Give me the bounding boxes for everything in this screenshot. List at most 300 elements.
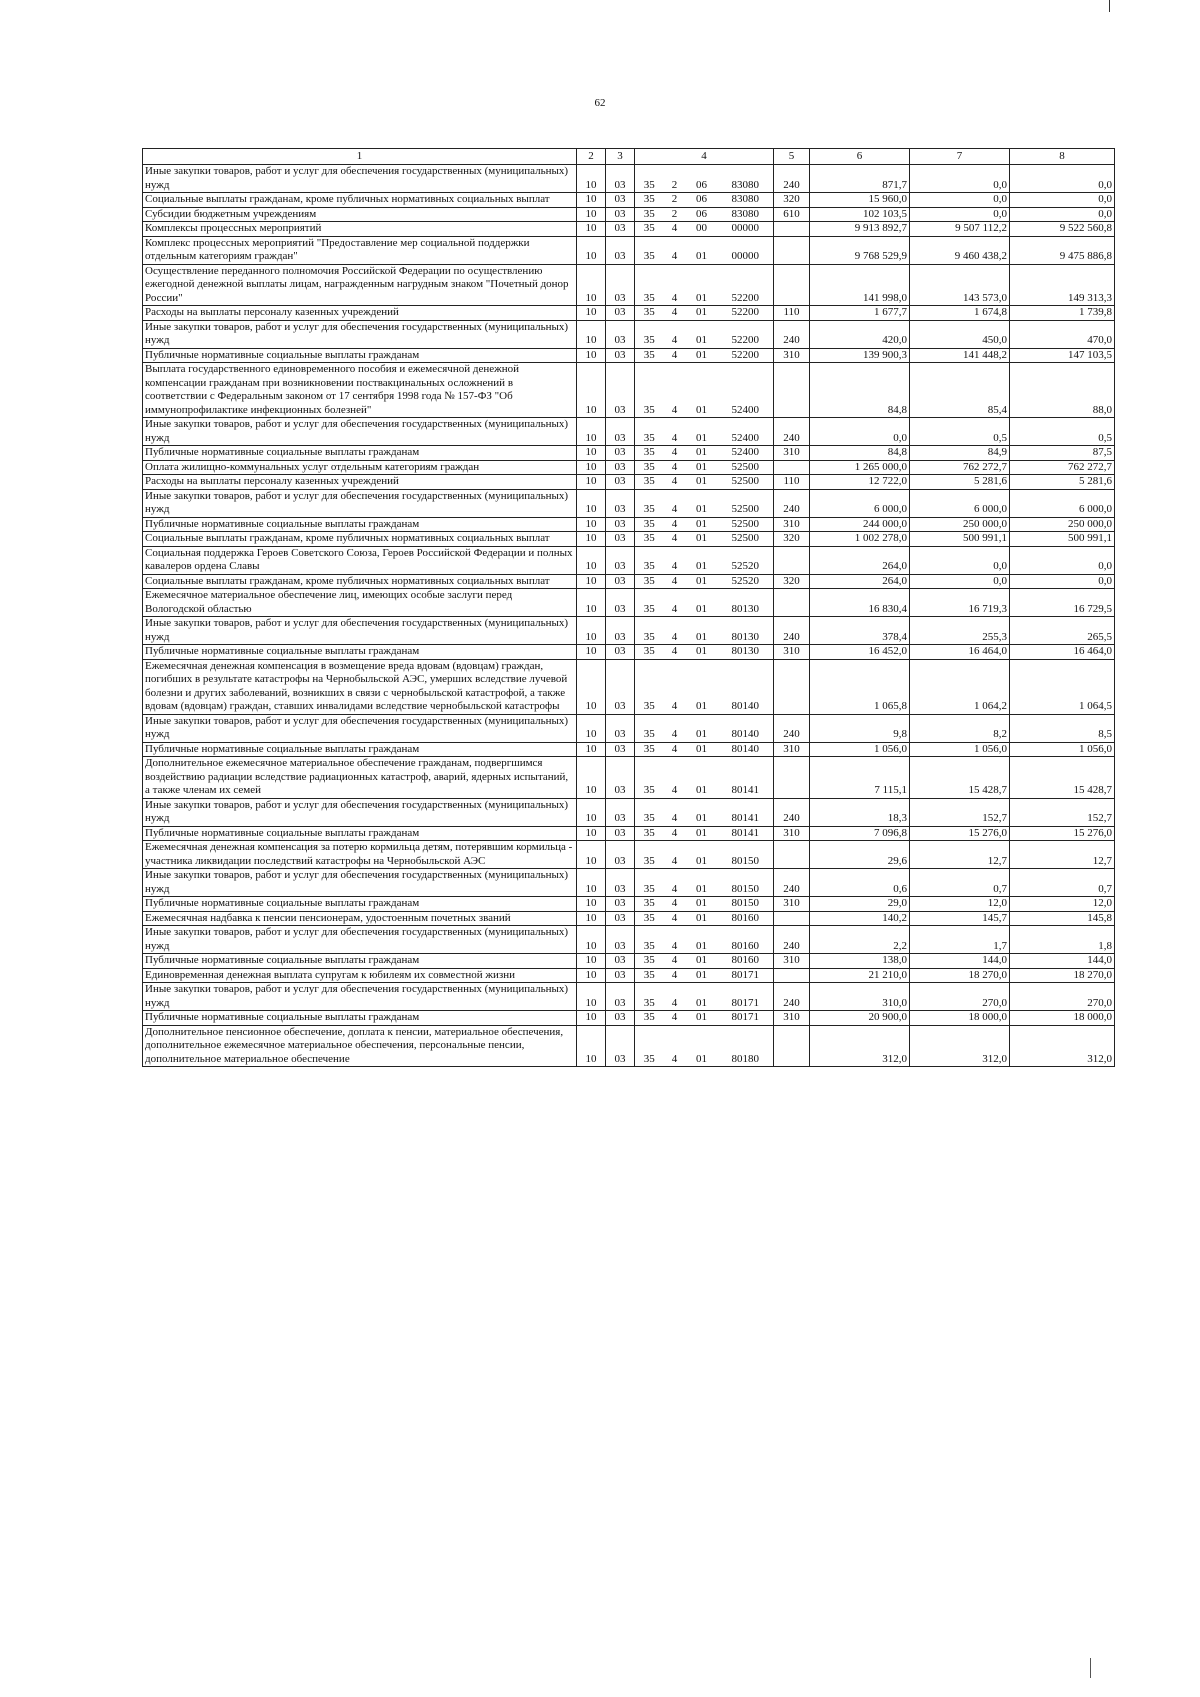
program-type-code: 4 bbox=[664, 236, 686, 264]
table-row bbox=[143, 418, 1115, 446]
amount-year-2: 1,7 bbox=[910, 926, 1010, 954]
section-code: 10 bbox=[577, 348, 606, 363]
subsection-code: 03 bbox=[606, 222, 635, 237]
row-name: Оплата жилищно-коммунальных услуг отдельным категориям граждан bbox=[143, 460, 577, 475]
amount-year-3: 1 064,5 bbox=[1010, 659, 1115, 714]
subsection-code: 03 bbox=[606, 193, 635, 208]
program-code: 35 bbox=[635, 306, 664, 321]
column-header-8: 8 bbox=[1010, 149, 1115, 165]
expense-direction-code: 83080 bbox=[718, 207, 774, 222]
expense-type-code bbox=[774, 968, 810, 983]
section-code: 10 bbox=[577, 757, 606, 799]
subsection-code: 03 bbox=[606, 659, 635, 714]
amount-year-3: 0,0 bbox=[1010, 546, 1115, 574]
expense-direction-code: 52200 bbox=[718, 264, 774, 306]
amount-year-1: 141 998,0 bbox=[810, 264, 910, 306]
activity-code: 01 bbox=[686, 798, 718, 826]
expense-type-code: 320 bbox=[774, 574, 810, 589]
table-row bbox=[143, 264, 1115, 306]
amount-year-3: 149 313,3 bbox=[1010, 264, 1115, 306]
amount-year-2: 18 000,0 bbox=[910, 1011, 1010, 1026]
amount-year-2: 143 573,0 bbox=[910, 264, 1010, 306]
amount-year-2: 0,0 bbox=[910, 207, 1010, 222]
column-header-5: 5 bbox=[774, 149, 810, 165]
section-code: 10 bbox=[577, 742, 606, 757]
expense-type-code: 240 bbox=[774, 714, 810, 742]
table-row bbox=[143, 826, 1115, 841]
program-type-code: 4 bbox=[664, 306, 686, 321]
row-name: Дополнительное пенсионное обеспечение, доплата к пенсии, материальное обеспечения, дополнительное ежемесячное материальное обеспечения, персональные пенсии, дополнительное материальное обеспечение bbox=[143, 1025, 577, 1067]
activity-code: 01 bbox=[686, 236, 718, 264]
program-code: 35 bbox=[635, 1025, 664, 1067]
amount-year-2: 8,2 bbox=[910, 714, 1010, 742]
program-code: 35 bbox=[635, 826, 664, 841]
program-type-code: 4 bbox=[664, 532, 686, 547]
amount-year-3: 9 475 886,8 bbox=[1010, 236, 1115, 264]
subsection-code: 03 bbox=[606, 1025, 635, 1067]
amount-year-3: 0,0 bbox=[1010, 193, 1115, 208]
table-row bbox=[143, 617, 1115, 645]
expense-direction-code: 80140 bbox=[718, 659, 774, 714]
expense-direction-code: 52520 bbox=[718, 546, 774, 574]
amount-year-2: 762 272,7 bbox=[910, 460, 1010, 475]
section-code: 10 bbox=[577, 841, 606, 869]
row-name: Иные закупки товаров, работ и услуг для обеспечения государственных (муниципальных) нужд bbox=[143, 926, 577, 954]
expense-type-code: 240 bbox=[774, 418, 810, 446]
subsection-code: 03 bbox=[606, 617, 635, 645]
amount-year-2: 152,7 bbox=[910, 798, 1010, 826]
row-name: Социальные выплаты гражданам, кроме публичных нормативных социальных выплат bbox=[143, 532, 577, 547]
expense-type-code: 240 bbox=[774, 165, 810, 193]
program-type-code: 4 bbox=[664, 968, 686, 983]
section-code: 10 bbox=[577, 926, 606, 954]
subsection-code: 03 bbox=[606, 264, 635, 306]
table-row bbox=[143, 306, 1115, 321]
program-type-code: 4 bbox=[664, 954, 686, 969]
expense-type-code bbox=[774, 222, 810, 237]
amount-year-3: 0,0 bbox=[1010, 165, 1115, 193]
section-code: 10 bbox=[577, 446, 606, 461]
activity-code: 01 bbox=[686, 446, 718, 461]
program-code: 35 bbox=[635, 798, 664, 826]
program-type-code: 4 bbox=[664, 363, 686, 418]
amount-year-2: 12,0 bbox=[910, 897, 1010, 912]
table-row bbox=[143, 968, 1115, 983]
table-row bbox=[143, 446, 1115, 461]
program-type-code: 4 bbox=[664, 460, 686, 475]
amount-year-1: 84,8 bbox=[810, 446, 910, 461]
table-row bbox=[143, 236, 1115, 264]
amount-year-3: 0,5 bbox=[1010, 418, 1115, 446]
amount-year-2: 6 000,0 bbox=[910, 489, 1010, 517]
table-row bbox=[143, 532, 1115, 547]
program-type-code: 2 bbox=[664, 207, 686, 222]
program-type-code: 4 bbox=[664, 1011, 686, 1026]
activity-code: 01 bbox=[686, 742, 718, 757]
row-name: Публичные нормативные социальные выплаты гражданам bbox=[143, 954, 577, 969]
subsection-code: 03 bbox=[606, 320, 635, 348]
amount-year-3: 12,7 bbox=[1010, 841, 1115, 869]
expense-type-code: 110 bbox=[774, 475, 810, 490]
section-code: 10 bbox=[577, 489, 606, 517]
expense-direction-code: 52200 bbox=[718, 348, 774, 363]
amount-year-3: 15 428,7 bbox=[1010, 757, 1115, 799]
subsection-code: 03 bbox=[606, 869, 635, 897]
amount-year-2: 500 991,1 bbox=[910, 532, 1010, 547]
program-type-code: 4 bbox=[664, 475, 686, 490]
expense-type-code: 610 bbox=[774, 207, 810, 222]
amount-year-2: 312,0 bbox=[910, 1025, 1010, 1067]
row-name: Иные закупки товаров, работ и услуг для обеспечения государственных (муниципальных) нужд bbox=[143, 869, 577, 897]
row-name: Публичные нормативные социальные выплаты гражданам bbox=[143, 517, 577, 532]
expense-direction-code: 52400 bbox=[718, 418, 774, 446]
expense-direction-code: 83080 bbox=[718, 165, 774, 193]
expense-type-code: 240 bbox=[774, 869, 810, 897]
subsection-code: 03 bbox=[606, 489, 635, 517]
program-code: 35 bbox=[635, 418, 664, 446]
expense-direction-code: 80160 bbox=[718, 926, 774, 954]
row-name: Комплекс процессных мероприятий "Предоставление мер социальной поддержки отдельным категориям граждан" bbox=[143, 236, 577, 264]
activity-code: 01 bbox=[686, 306, 718, 321]
program-type-code: 4 bbox=[664, 589, 686, 617]
subsection-code: 03 bbox=[606, 207, 635, 222]
subsection-code: 03 bbox=[606, 798, 635, 826]
row-name: Комплексы процессных мероприятий bbox=[143, 222, 577, 237]
program-type-code: 4 bbox=[664, 320, 686, 348]
activity-code: 01 bbox=[686, 869, 718, 897]
table-row bbox=[143, 983, 1115, 1011]
expense-type-code: 110 bbox=[774, 306, 810, 321]
amount-year-1: 310,0 bbox=[810, 983, 910, 1011]
activity-code: 00 bbox=[686, 222, 718, 237]
activity-code: 01 bbox=[686, 897, 718, 912]
amount-year-3: 0,7 bbox=[1010, 869, 1115, 897]
program-type-code: 4 bbox=[664, 446, 686, 461]
table-header-row bbox=[143, 149, 1115, 165]
program-type-code: 4 bbox=[664, 926, 686, 954]
amount-year-1: 312,0 bbox=[810, 1025, 910, 1067]
amount-year-2: 0,0 bbox=[910, 165, 1010, 193]
row-name: Социальные выплаты гражданам, кроме публичных нормативных социальных выплат bbox=[143, 574, 577, 589]
table-row bbox=[143, 869, 1115, 897]
amount-year-2: 5 281,6 bbox=[910, 475, 1010, 490]
amount-year-1: 2,2 bbox=[810, 926, 910, 954]
amount-year-3: 147 103,5 bbox=[1010, 348, 1115, 363]
activity-code: 01 bbox=[686, 714, 718, 742]
expense-type-code: 240 bbox=[774, 983, 810, 1011]
amount-year-3: 265,5 bbox=[1010, 617, 1115, 645]
program-type-code: 4 bbox=[664, 659, 686, 714]
activity-code: 01 bbox=[686, 460, 718, 475]
row-name: Публичные нормативные социальные выплаты гражданам bbox=[143, 826, 577, 841]
amount-year-1: 7 096,8 bbox=[810, 826, 910, 841]
amount-year-2: 85,4 bbox=[910, 363, 1010, 418]
amount-year-3: 1,8 bbox=[1010, 926, 1115, 954]
program-type-code: 4 bbox=[664, 264, 686, 306]
expense-type-code: 320 bbox=[774, 193, 810, 208]
subsection-code: 03 bbox=[606, 418, 635, 446]
table-row bbox=[143, 911, 1115, 926]
amount-year-1: 420,0 bbox=[810, 320, 910, 348]
amount-year-3: 9 522 560,8 bbox=[1010, 222, 1115, 237]
subsection-code: 03 bbox=[606, 968, 635, 983]
table-row bbox=[143, 897, 1115, 912]
program-type-code: 4 bbox=[664, 1025, 686, 1067]
program-type-code: 4 bbox=[664, 222, 686, 237]
activity-code: 01 bbox=[686, 589, 718, 617]
subsection-code: 03 bbox=[606, 589, 635, 617]
amount-year-1: 9 768 529,9 bbox=[810, 236, 910, 264]
amount-year-1: 1 065,8 bbox=[810, 659, 910, 714]
section-code: 10 bbox=[577, 911, 606, 926]
amount-year-2: 1 674,8 bbox=[910, 306, 1010, 321]
table-row bbox=[143, 742, 1115, 757]
table-row bbox=[143, 489, 1115, 517]
section-code: 10 bbox=[577, 264, 606, 306]
amount-year-1: 1 056,0 bbox=[810, 742, 910, 757]
row-name: Социальная поддержка Героев Советского Союза, Героев Российской Федерации и полных кавалеров ордена Славы bbox=[143, 546, 577, 574]
table-row bbox=[143, 659, 1115, 714]
expense-type-code bbox=[774, 546, 810, 574]
activity-code: 01 bbox=[686, 532, 718, 547]
amount-year-1: 15 960,0 bbox=[810, 193, 910, 208]
section-code: 10 bbox=[577, 897, 606, 912]
expense-direction-code: 80150 bbox=[718, 841, 774, 869]
activity-code: 01 bbox=[686, 983, 718, 1011]
activity-code: 01 bbox=[686, 363, 718, 418]
row-name: Ежемесячная денежная компенсация за потерю кормильца детям, потерявшим кормильца - участника ликвидации последствий катастрофы на Чернобыльской АЭС bbox=[143, 841, 577, 869]
row-name: Иные закупки товаров, работ и услуг для обеспечения государственных (муниципальных) нужд bbox=[143, 798, 577, 826]
row-name: Публичные нормативные социальные выплаты гражданам bbox=[143, 446, 577, 461]
program-code: 35 bbox=[635, 165, 664, 193]
program-type-code: 4 bbox=[664, 574, 686, 589]
table-row bbox=[143, 798, 1115, 826]
section-code: 10 bbox=[577, 475, 606, 490]
amount-year-1: 0,6 bbox=[810, 869, 910, 897]
amount-year-2: 0,5 bbox=[910, 418, 1010, 446]
subsection-code: 03 bbox=[606, 1011, 635, 1026]
table-row bbox=[143, 546, 1115, 574]
table-row bbox=[143, 475, 1115, 490]
amount-year-2: 250 000,0 bbox=[910, 517, 1010, 532]
amount-year-2: 15 276,0 bbox=[910, 826, 1010, 841]
row-name: Выплата государственного единовременного пособия и ежемесячной денежной компенсации гражданам при возникновении поствакцинальных осложнений в соответствии с Федеральным законом от 17 сентября 1998 года № 157-ФЗ "Об иммунопрофилактике инфекционных болезней" bbox=[143, 363, 577, 418]
amount-year-1: 140,2 bbox=[810, 911, 910, 926]
subsection-code: 03 bbox=[606, 911, 635, 926]
amount-year-1: 264,0 bbox=[810, 574, 910, 589]
table-row bbox=[143, 207, 1115, 222]
activity-code: 01 bbox=[686, 617, 718, 645]
program-code: 35 bbox=[635, 954, 664, 969]
table-row bbox=[143, 645, 1115, 660]
subsection-code: 03 bbox=[606, 532, 635, 547]
program-code: 35 bbox=[635, 841, 664, 869]
section-code: 10 bbox=[577, 574, 606, 589]
subsection-code: 03 bbox=[606, 517, 635, 532]
program-type-code: 4 bbox=[664, 757, 686, 799]
amount-year-3: 8,5 bbox=[1010, 714, 1115, 742]
subsection-code: 03 bbox=[606, 841, 635, 869]
amount-year-2: 0,7 bbox=[910, 869, 1010, 897]
row-name: Иные закупки товаров, работ и услуг для обеспечения государственных (муниципальных) нужд bbox=[143, 983, 577, 1011]
amount-year-1: 29,0 bbox=[810, 897, 910, 912]
amount-year-2: 1 064,2 bbox=[910, 659, 1010, 714]
expense-type-code: 320 bbox=[774, 532, 810, 547]
amount-year-2: 18 270,0 bbox=[910, 968, 1010, 983]
section-code: 10 bbox=[577, 1025, 606, 1067]
expense-type-code: 310 bbox=[774, 897, 810, 912]
row-name: Ежемесячная надбавка к пенсии пенсионерам, удостоенным почетных званий bbox=[143, 911, 577, 926]
amount-year-3: 15 276,0 bbox=[1010, 826, 1115, 841]
expense-direction-code: 80141 bbox=[718, 826, 774, 841]
expense-type-code: 310 bbox=[774, 1011, 810, 1026]
amount-year-3: 144,0 bbox=[1010, 954, 1115, 969]
subsection-code: 03 bbox=[606, 475, 635, 490]
program-type-code: 4 bbox=[664, 645, 686, 660]
program-code: 35 bbox=[635, 926, 664, 954]
expense-type-code bbox=[774, 460, 810, 475]
program-code: 35 bbox=[635, 546, 664, 574]
activity-code: 01 bbox=[686, 926, 718, 954]
expense-direction-code: 00000 bbox=[718, 222, 774, 237]
amount-year-2: 0,0 bbox=[910, 546, 1010, 574]
amount-year-3: 500 991,1 bbox=[1010, 532, 1115, 547]
amount-year-1: 21 210,0 bbox=[810, 968, 910, 983]
table-row bbox=[143, 517, 1115, 532]
subsection-code: 03 bbox=[606, 757, 635, 799]
amount-year-3: 1 056,0 bbox=[1010, 742, 1115, 757]
amount-year-2: 12,7 bbox=[910, 841, 1010, 869]
section-code: 10 bbox=[577, 968, 606, 983]
program-code: 35 bbox=[635, 968, 664, 983]
program-code: 35 bbox=[635, 207, 664, 222]
program-type-code: 4 bbox=[664, 517, 686, 532]
amount-year-1: 16 830,4 bbox=[810, 589, 910, 617]
program-code: 35 bbox=[635, 659, 664, 714]
activity-code: 01 bbox=[686, 659, 718, 714]
subsection-code: 03 bbox=[606, 348, 635, 363]
expense-type-code: 240 bbox=[774, 489, 810, 517]
program-type-code: 4 bbox=[664, 841, 686, 869]
expense-direction-code: 52500 bbox=[718, 517, 774, 532]
expense-direction-code: 80130 bbox=[718, 645, 774, 660]
section-code: 10 bbox=[577, 546, 606, 574]
expense-type-code: 310 bbox=[774, 517, 810, 532]
amount-year-2: 1 056,0 bbox=[910, 742, 1010, 757]
expense-type-code bbox=[774, 264, 810, 306]
section-code: 10 bbox=[577, 236, 606, 264]
expense-direction-code: 80150 bbox=[718, 897, 774, 912]
budget-table bbox=[142, 148, 1115, 1067]
expense-direction-code: 52400 bbox=[718, 446, 774, 461]
expense-direction-code: 52500 bbox=[718, 460, 774, 475]
activity-code: 01 bbox=[686, 546, 718, 574]
amount-year-2: 450,0 bbox=[910, 320, 1010, 348]
activity-code: 01 bbox=[686, 320, 718, 348]
amount-year-1: 139 900,3 bbox=[810, 348, 910, 363]
activity-code: 01 bbox=[686, 1011, 718, 1026]
row-name: Субсидии бюджетным учреждениям bbox=[143, 207, 577, 222]
table-row bbox=[143, 757, 1115, 799]
expense-type-code: 310 bbox=[774, 954, 810, 969]
expense-type-code bbox=[774, 236, 810, 264]
amount-year-1: 20 900,0 bbox=[810, 1011, 910, 1026]
expense-type-code bbox=[774, 1025, 810, 1067]
amount-year-3: 1 739,8 bbox=[1010, 306, 1115, 321]
program-code: 35 bbox=[635, 897, 664, 912]
amount-year-2: 141 448,2 bbox=[910, 348, 1010, 363]
amount-year-3: 87,5 bbox=[1010, 446, 1115, 461]
activity-code: 06 bbox=[686, 165, 718, 193]
row-name: Расходы на выплаты персоналу казенных учреждений bbox=[143, 306, 577, 321]
expense-direction-code: 52500 bbox=[718, 532, 774, 547]
expense-direction-code: 80140 bbox=[718, 714, 774, 742]
table-row bbox=[143, 589, 1115, 617]
amount-year-2: 270,0 bbox=[910, 983, 1010, 1011]
amount-year-1: 102 103,5 bbox=[810, 207, 910, 222]
row-name: Публичные нормативные социальные выплаты гражданам bbox=[143, 897, 577, 912]
expense-type-code: 310 bbox=[774, 826, 810, 841]
table-row bbox=[143, 574, 1115, 589]
table-row bbox=[143, 363, 1115, 418]
table-row bbox=[143, 714, 1115, 742]
expense-type-code bbox=[774, 841, 810, 869]
column-header-3: 3 bbox=[606, 149, 635, 165]
program-type-code: 4 bbox=[664, 418, 686, 446]
amount-year-3: 88,0 bbox=[1010, 363, 1115, 418]
amount-year-3: 0,0 bbox=[1010, 207, 1115, 222]
amount-year-2: 84,9 bbox=[910, 446, 1010, 461]
table-row bbox=[143, 222, 1115, 237]
program-type-code: 4 bbox=[664, 617, 686, 645]
table-row bbox=[143, 193, 1115, 208]
column-header-7: 7 bbox=[910, 149, 1010, 165]
amount-year-3: 145,8 bbox=[1010, 911, 1115, 926]
section-code: 10 bbox=[577, 617, 606, 645]
program-code: 35 bbox=[635, 714, 664, 742]
program-code: 35 bbox=[635, 757, 664, 799]
expense-direction-code: 80141 bbox=[718, 798, 774, 826]
amount-year-1: 12 722,0 bbox=[810, 475, 910, 490]
section-code: 10 bbox=[577, 954, 606, 969]
activity-code: 01 bbox=[686, 826, 718, 841]
program-type-code: 4 bbox=[664, 911, 686, 926]
program-code: 35 bbox=[635, 446, 664, 461]
program-type-code: 4 bbox=[664, 742, 686, 757]
program-code: 35 bbox=[635, 589, 664, 617]
expense-direction-code: 80171 bbox=[718, 983, 774, 1011]
row-name: Иные закупки товаров, работ и услуг для обеспечения государственных (муниципальных) нужд bbox=[143, 418, 577, 446]
program-type-code: 4 bbox=[664, 546, 686, 574]
amount-year-3: 18 270,0 bbox=[1010, 968, 1115, 983]
program-type-code: 4 bbox=[664, 897, 686, 912]
row-name: Иные закупки товаров, работ и услуг для обеспечения государственных (муниципальных) нужд bbox=[143, 489, 577, 517]
amount-year-2: 145,7 bbox=[910, 911, 1010, 926]
program-code: 35 bbox=[635, 236, 664, 264]
section-code: 10 bbox=[577, 222, 606, 237]
scan-edge-mark bbox=[1109, 0, 1110, 12]
subsection-code: 03 bbox=[606, 165, 635, 193]
amount-year-2: 0,0 bbox=[910, 574, 1010, 589]
row-name: Ежемесячная денежная компенсация в возмещение вреда вдовам (вдовцам) граждан, погибших в результате катастрофы на Чернобыльской АЭС, умерших вследствие лучевой болезни и других заболеваний, возникших в связи с чернобыльской катастрофой, а также вдовам (вдовцам) граждан, ставших инвалидами вследствие чернобыльской катастрофы bbox=[143, 659, 577, 714]
section-code: 10 bbox=[577, 659, 606, 714]
activity-code: 01 bbox=[686, 1025, 718, 1067]
activity-code: 01 bbox=[686, 645, 718, 660]
row-name: Дополнительное ежемесячное материальное обеспечение гражданам, подвергшимся воздействию радиации вследствие радиационных катастроф, аварий, ядерных испытаний, а также членам их семей bbox=[143, 757, 577, 799]
section-code: 10 bbox=[577, 363, 606, 418]
amount-year-2: 9 460 438,2 bbox=[910, 236, 1010, 264]
section-code: 10 bbox=[577, 869, 606, 897]
